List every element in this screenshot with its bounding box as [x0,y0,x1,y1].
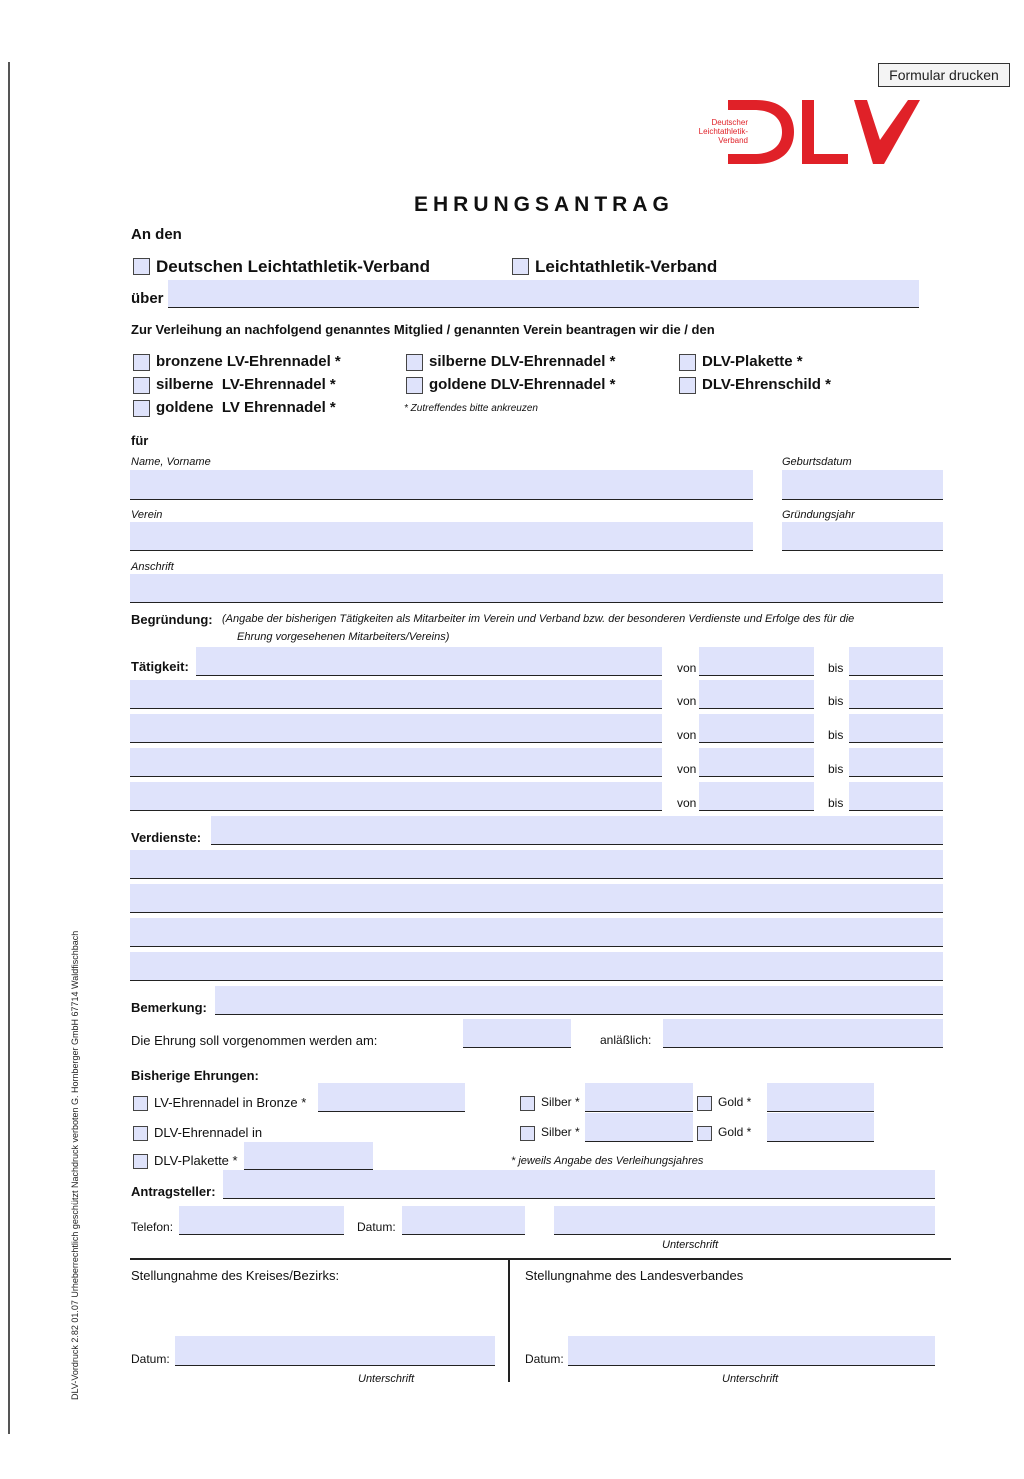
applicant-label: Antragsteller: [131,1184,216,1199]
reason-text-2: Ehrung vorgesehenen Mitarbeiters/Vereins) [237,631,450,643]
prev-gold-1-year-input[interactable] [767,1083,874,1112]
footer-vertical-text: DLV-Vordruck 2.82 01.07 Urheberrechtlich geschützt Nachdruck verboten G. Hornberger GmbH 67714 Waldfischbach [70,930,80,1400]
from-label-5: von [677,796,697,810]
prev-gold-2-checkbox[interactable] [697,1126,712,1141]
remark-input[interactable] [215,986,943,1015]
recipient-dlv-checkbox[interactable] [133,258,150,275]
form-title: EHRUNGSANTRAG [414,193,674,216]
founded-input[interactable] [782,522,943,551]
prev-silver-2-checkbox[interactable] [520,1126,535,1141]
prev-dlv-plaque-label: DLV-Plakette * [154,1153,238,1168]
state-opinion-label: Stellungnahme des Landesverbandes [525,1268,744,1283]
activity-input-1[interactable] [196,647,662,676]
prev-dlv-pin-checkbox[interactable] [133,1126,148,1141]
from-input-3[interactable] [699,714,814,743]
awards-note: * Zutreffendes bitte ankreuzen [404,403,538,414]
recipient-dlv-label: Deutschen Leichtathletik-Verband [156,257,430,276]
reason-label: Begründung: [131,612,213,627]
award-gold-dlv-label: goldene DLV-Ehrennadel * [429,376,616,393]
award-dlv-shield-checkbox[interactable] [679,377,696,394]
prev-gold-1-checkbox[interactable] [697,1096,712,1111]
address-field-label: Anschrift [131,561,174,573]
to-label-2: bis [828,694,844,708]
via-input[interactable] [168,280,919,308]
occasion-label: anläßlich: [600,1033,652,1047]
applicant-date-label: Datum: [357,1220,396,1234]
founded-label: Gründungsjahr [782,509,855,521]
merits-input-3[interactable] [130,884,943,913]
from-label-3: von [677,728,697,742]
to-input-2[interactable] [849,680,943,709]
prev-lv-bronze-checkbox[interactable] [133,1096,148,1111]
applicant-input[interactable] [223,1170,935,1199]
state-date-signature-input[interactable] [568,1336,935,1366]
previous-honours-label: Bisherige Ehrungen: [131,1068,259,1083]
from-input-4[interactable] [699,748,814,777]
award-silver-dlv-checkbox[interactable] [406,354,423,371]
via-label: über [131,290,164,307]
district-signature-label: Unterschrift [358,1373,415,1385]
prev-dlv-plaque-checkbox[interactable] [133,1154,148,1169]
name-input[interactable] [130,470,753,500]
from-input-5[interactable] [699,782,814,811]
activity-input-2[interactable] [130,680,662,709]
merits-input-5[interactable] [130,952,943,981]
birth-label: Geburtsdatum [782,456,852,468]
prev-silver-1-checkbox[interactable] [520,1096,535,1111]
to-input-5[interactable] [849,782,943,811]
to-label-4: bis [828,762,844,776]
prev-silver-2-year-input[interactable] [585,1113,693,1142]
dlv-logo [690,98,920,168]
to-input-4[interactable] [849,748,943,777]
activity-label: Tätigkeit: [131,659,189,674]
from-label-2: von [677,694,697,708]
opinion-divider [508,1260,510,1382]
to-label-1: bis [828,661,844,675]
recipient-lv-label: Leichtathletik-Verband [535,257,718,276]
intro-text: Zur Verleihung an nachfolgend genanntes Mitglied / genannten Verein beantragen wir die / den [131,322,715,337]
birth-input[interactable] [782,470,943,500]
from-input-2[interactable] [699,680,814,709]
prev-silver-1-year-input[interactable] [585,1083,693,1112]
award-gold-dlv-checkbox[interactable] [406,377,423,394]
to-label-5: bis [828,796,844,810]
award-silver-dlv-label: silberne DLV-Ehrennadel * [429,353,616,370]
prev-lv-bronze-label: LV-Ehrennadel in Bronze * [154,1095,307,1110]
ceremony-date-input[interactable] [463,1019,571,1048]
for-label: für [131,433,149,448]
activity-input-5[interactable] [130,782,662,811]
applicant-date-input[interactable] [402,1206,525,1235]
prev-silver-1-label: Silber * [541,1095,580,1109]
merits-input-1[interactable] [211,816,943,845]
award-dlv-plaque-label: DLV-Plakette * [702,353,803,370]
club-input[interactable] [130,522,753,551]
activity-input-4[interactable] [130,748,662,777]
logo-line-3: Verband [718,136,748,145]
district-date-signature-input[interactable] [175,1336,495,1366]
name-label: Name, Vorname [131,456,211,468]
print-form-button[interactable]: Formular drucken [878,63,1010,87]
prev-dlv-pin-label: DLV-Ehrennadel in [154,1125,263,1140]
merits-label: Verdienste: [131,830,202,845]
from-label-4: von [677,762,697,776]
recipient-lv-checkbox[interactable] [512,258,529,275]
applicant-signature-label: Unterschrift [662,1239,719,1251]
district-date-label: Datum: [131,1352,170,1366]
award-silver-lv-checkbox[interactable] [133,377,150,394]
date-prompt: Die Ehrung soll vorgenommen werden am: [131,1033,378,1048]
award-gold-lv-checkbox[interactable] [133,400,150,417]
previous-note: * jeweils Angabe des Verleihungsjahres [511,1155,704,1167]
award-dlv-plaque-checkbox[interactable] [679,354,696,371]
award-gold-lv-label: goldene LV Ehrennadel * [156,399,336,416]
prev-silver-2-label: Silber * [541,1125,580,1139]
state-date-label: Datum: [525,1352,564,1366]
address-input[interactable] [130,574,943,603]
phone-label: Telefon: [131,1220,174,1234]
from-input-1[interactable] [699,647,814,676]
address-label: An den [131,226,182,243]
opinion-top-rule [130,1258,951,1260]
award-silver-lv-label: silberne LV-Ehrennadel * [156,376,336,393]
prev-gold-2-label: Gold * [718,1125,752,1139]
award-bronze-lv-checkbox[interactable] [133,354,150,371]
occasion-input[interactable] [663,1019,943,1048]
to-input-1[interactable] [849,647,943,676]
merits-input-2[interactable] [130,850,943,879]
from-label-1: von [677,661,697,675]
reason-text-1: (Angabe der bisherigen Tätigkeiten als Mitarbeiter im Verein und Verband bzw. der besonderen Verdienste und Erfolge des für die [222,613,855,625]
prev-gold-2-year-input[interactable] [767,1113,874,1142]
award-dlv-shield-label: DLV-Ehrenschild * [702,376,831,393]
club-label: Verein [131,509,163,521]
dlv-logo-text [690,118,748,145]
applicant-signature-input[interactable] [554,1206,935,1235]
to-label-3: bis [828,728,844,742]
state-signature-label: Unterschrift [722,1373,779,1385]
prev-gold-1-label: Gold * [718,1095,752,1109]
merits-input-4[interactable] [130,918,943,947]
activity-input-3[interactable] [130,714,662,743]
district-opinion-label: Stellungnahme des Kreises/Bezirks: [131,1268,340,1283]
award-bronze-lv-label: bronzene LV-Ehrennadel * [156,353,341,370]
to-input-3[interactable] [849,714,943,743]
logo-line-1: Deutscher [711,118,748,127]
prev-dlv-plaque-year-input[interactable] [244,1142,373,1170]
prev-lv-bronze-year-input[interactable] [318,1083,465,1112]
logo-line-2: Leichtathletik- [698,127,748,136]
page-left-border [8,62,10,1434]
phone-input[interactable] [179,1206,344,1235]
remark-label: Bemerkung: [131,1000,207,1015]
